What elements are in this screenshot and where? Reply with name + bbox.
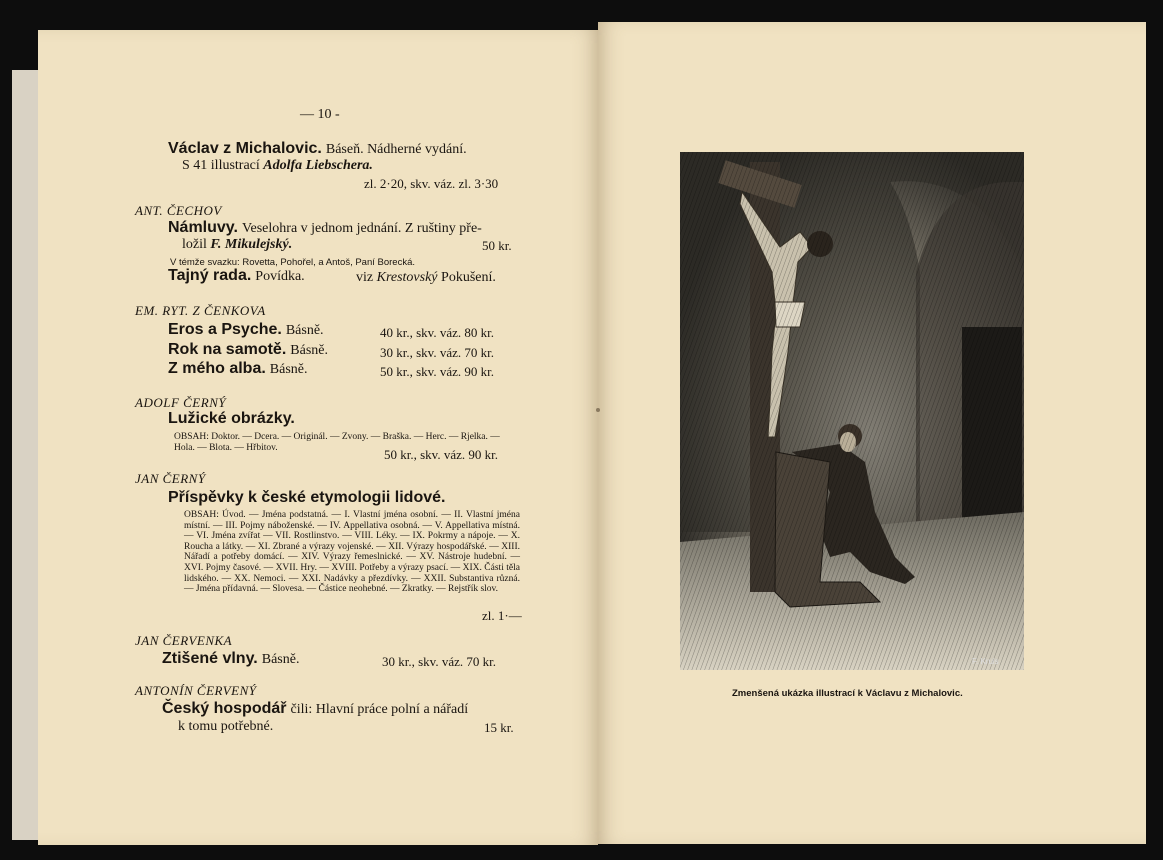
entry-note: V témže svazku: Rovetta, Pohořel, a Antoš, Paní Borecká. (170, 257, 416, 268)
referenced-title: Pokušení. (441, 270, 496, 285)
entry-tajny-rada (168, 267, 305, 285)
entry-eros (168, 321, 324, 339)
entry-price: 30 kr., skv. váz. 70 kr. (382, 654, 496, 669)
entry-price: 30 kr., skv. váz. 70 kr. (380, 345, 494, 360)
entry-contents: OBSAH: Úvod. — Jména podstatná. — I. Vlastní jména osobní. — II. Vlastní jména místní. — III. Pojmy náboženské. — IV. Appellativa osobná. — V. Appellativa místná. — VI. Jména zvířat — VII. Rostlinstvo. — VIII. Léky. — IX. Pokrmy a nápoje. — X. Roucha a látky. — XI. Zbrané a výrazy vojenské. — XII. Výrazy hospodářské. — XIII. Nářadí a potřeby domácí. — XIV. Výrazy řemeslnické. — XV. Nástroje hudební. — XVI. Pojmy časové. — XVII. Hry. — XVIII. Potřeby a výrazy psací. — XIX. Části těla lidského. — XX. Nemoci. — XXI. Nadávky a přezdívky. — XXII. Substantiva různá. — Jména přídavná. — Slovesa. — Částice neohebné. — Zkratky. — Rejstřík slov. (184, 510, 520, 595)
entry-price: 40 kr., skv. váz. 80 kr. (380, 325, 494, 340)
entry-title: Rok na samotě. (168, 341, 287, 358)
page-stack-edge (12, 70, 38, 840)
author-heading: EM. RYT. Z ČENKOVA (135, 303, 266, 318)
entry-description: Básně. (290, 343, 328, 358)
entry-description: k tomu potřebné. (178, 719, 274, 734)
entry-text: viz (356, 270, 374, 285)
entry-namluvy-line1 (168, 219, 482, 237)
referenced-author: Krestovský (376, 270, 438, 285)
entry-title: Eros a Psyche. (168, 321, 282, 338)
illustration-caption: Zmenšená ukázka illustrací k Václavu z Michalovic. (732, 688, 963, 699)
entry-rok (168, 341, 328, 359)
entry-title: Václav z Michalovic. (168, 140, 322, 157)
entry-hospodar-line1 (162, 700, 468, 718)
entry-title: Český hospodář (162, 700, 287, 717)
entry-text: S 41 illustrací (182, 158, 260, 173)
entry-title: Ztišené vlny. (162, 650, 258, 667)
entry-description: Básně. (285, 323, 324, 338)
entry-title: Příspěvky k české etymologii lidové. (168, 489, 446, 506)
entry-reference (356, 270, 496, 286)
engraving-image (680, 152, 1024, 670)
entry-vaclav-line2 (182, 158, 373, 174)
entry-title: Tajný rada. (168, 267, 252, 284)
author-heading: ANTONÍN ČERVENÝ (135, 683, 257, 698)
entry-description: Veselohra v jednom jednání. Z ruštiny pře- (241, 221, 482, 236)
entry-contents: OBSAH: Doktor. — Dcera. — Originál. — Zvony. — Braška. — Herc. — Rjelka. — Hola. — Blota. — Hřbitov. (174, 432, 500, 453)
entry-title: Lužické obrázky. (168, 410, 295, 427)
entry-title: Z mého alba. (168, 360, 266, 377)
entry-price: 50 kr., skv. váz. 90 kr. (380, 364, 494, 379)
author-heading: JAN ČERNÝ (135, 471, 206, 486)
entry-price: 15 kr. (484, 720, 514, 735)
engraver-signature: F. Kruis (972, 657, 999, 666)
translator-name: F. Mikulejský. (210, 237, 293, 252)
entry-ztisene (162, 650, 299, 668)
page-number: — 10 - (300, 107, 340, 122)
binding-stitch (596, 408, 600, 412)
entry-description: Básně. (269, 362, 308, 377)
entry-price: 50 kr., skv. váz. 90 kr. (384, 447, 498, 462)
entry-description: čili: Hlavní práce polní a nářadí (290, 702, 469, 717)
entry-price: 50 kr. (482, 238, 512, 253)
author-heading: JAN ČERVENKA (135, 633, 233, 648)
author-heading: ANT. ČECHOV (135, 203, 222, 218)
entry-text: ložil (182, 237, 207, 252)
entry-vaclav-line1 (168, 140, 467, 158)
illustrator-name: Adolfa Liebschera. (263, 158, 373, 173)
crucifixion-illustration (680, 152, 1024, 670)
entry-price: zl. 1·— (482, 608, 522, 623)
author-heading: ADOLF ČERNÝ (135, 395, 227, 410)
entry-alba (168, 360, 308, 378)
entry-price: zl. 2·20, skv. váz. zl. 3·30 (364, 176, 499, 191)
entry-title: Námluvy. (168, 219, 238, 236)
entry-description: Báseň. Nádherné vydání. (325, 142, 467, 157)
entry-namluvy-line2 (182, 237, 292, 253)
entry-description: Povídka. (255, 269, 305, 284)
entry-description: Básně. (261, 652, 300, 667)
